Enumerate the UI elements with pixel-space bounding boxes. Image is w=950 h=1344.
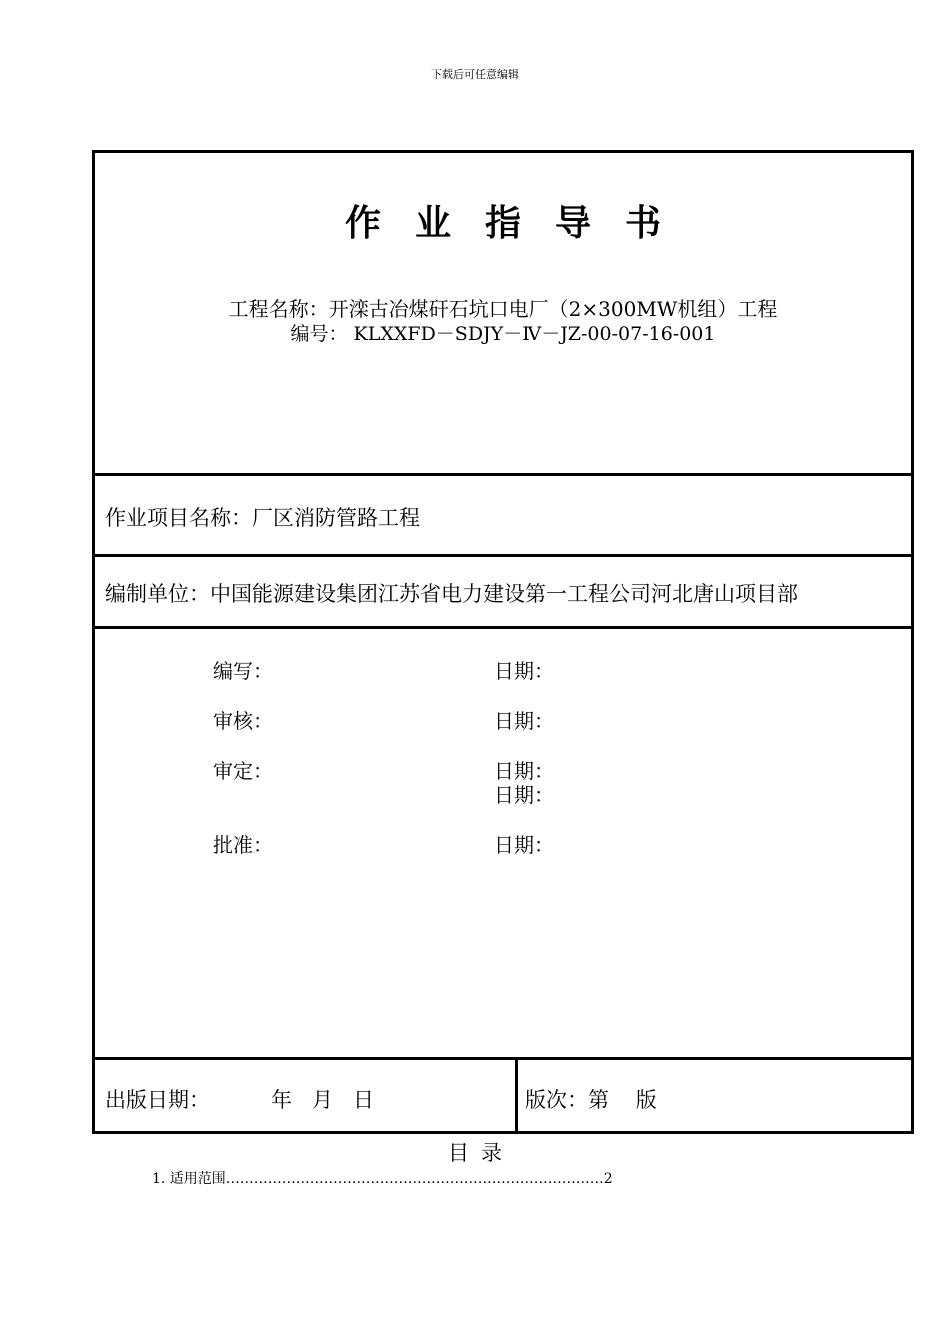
review-label: 审核： — [213, 709, 273, 733]
divider-vertical — [515, 1057, 518, 1134]
toc-item: 1. 适用范围………………………………………………………………………2 — [152, 1171, 613, 1187]
divider-line — [95, 554, 911, 557]
divider-line — [95, 1057, 911, 1060]
work-item-name: 作业项目名称：厂区消防管路工程 — [105, 506, 420, 530]
document-title: 作业指导书 — [344, 202, 695, 244]
extra-date-label: 日期： — [494, 783, 554, 807]
ratify-date-label: 日期： — [494, 833, 554, 857]
write-date-label: 日期： — [494, 659, 554, 683]
write-label: 编写： — [213, 659, 273, 683]
publish-date-label: 出版日期： — [105, 1088, 210, 1112]
compiler-unit: 编制单位：中国能源建设集团江苏省电力建设第一工程公司河北唐山项目部 — [105, 582, 798, 606]
ratify-label: 批准： — [213, 833, 273, 857]
review-date-label: 日期： — [494, 709, 554, 733]
project-name: 工程名称：开滦古冶煤矸石坑口电厂（2×300MW机组）工程 — [228, 297, 778, 321]
document-code: 编号： KLXXFD－SDJY－Ⅳ－JZ-00-07-16-001 — [290, 323, 716, 345]
page-header-note: 下载后可任意编辑 — [431, 68, 519, 81]
approve-label: 审定： — [213, 759, 273, 783]
approve-date-label: 日期： — [494, 759, 554, 783]
edition-label: 版次：第 版 — [525, 1088, 657, 1112]
divider-line — [95, 626, 911, 629]
cover-frame — [92, 150, 914, 1134]
toc-title: 目录 — [448, 1141, 514, 1165]
publish-date-placeholder: 年 月 日 — [271, 1088, 375, 1112]
divider-line — [95, 473, 911, 476]
